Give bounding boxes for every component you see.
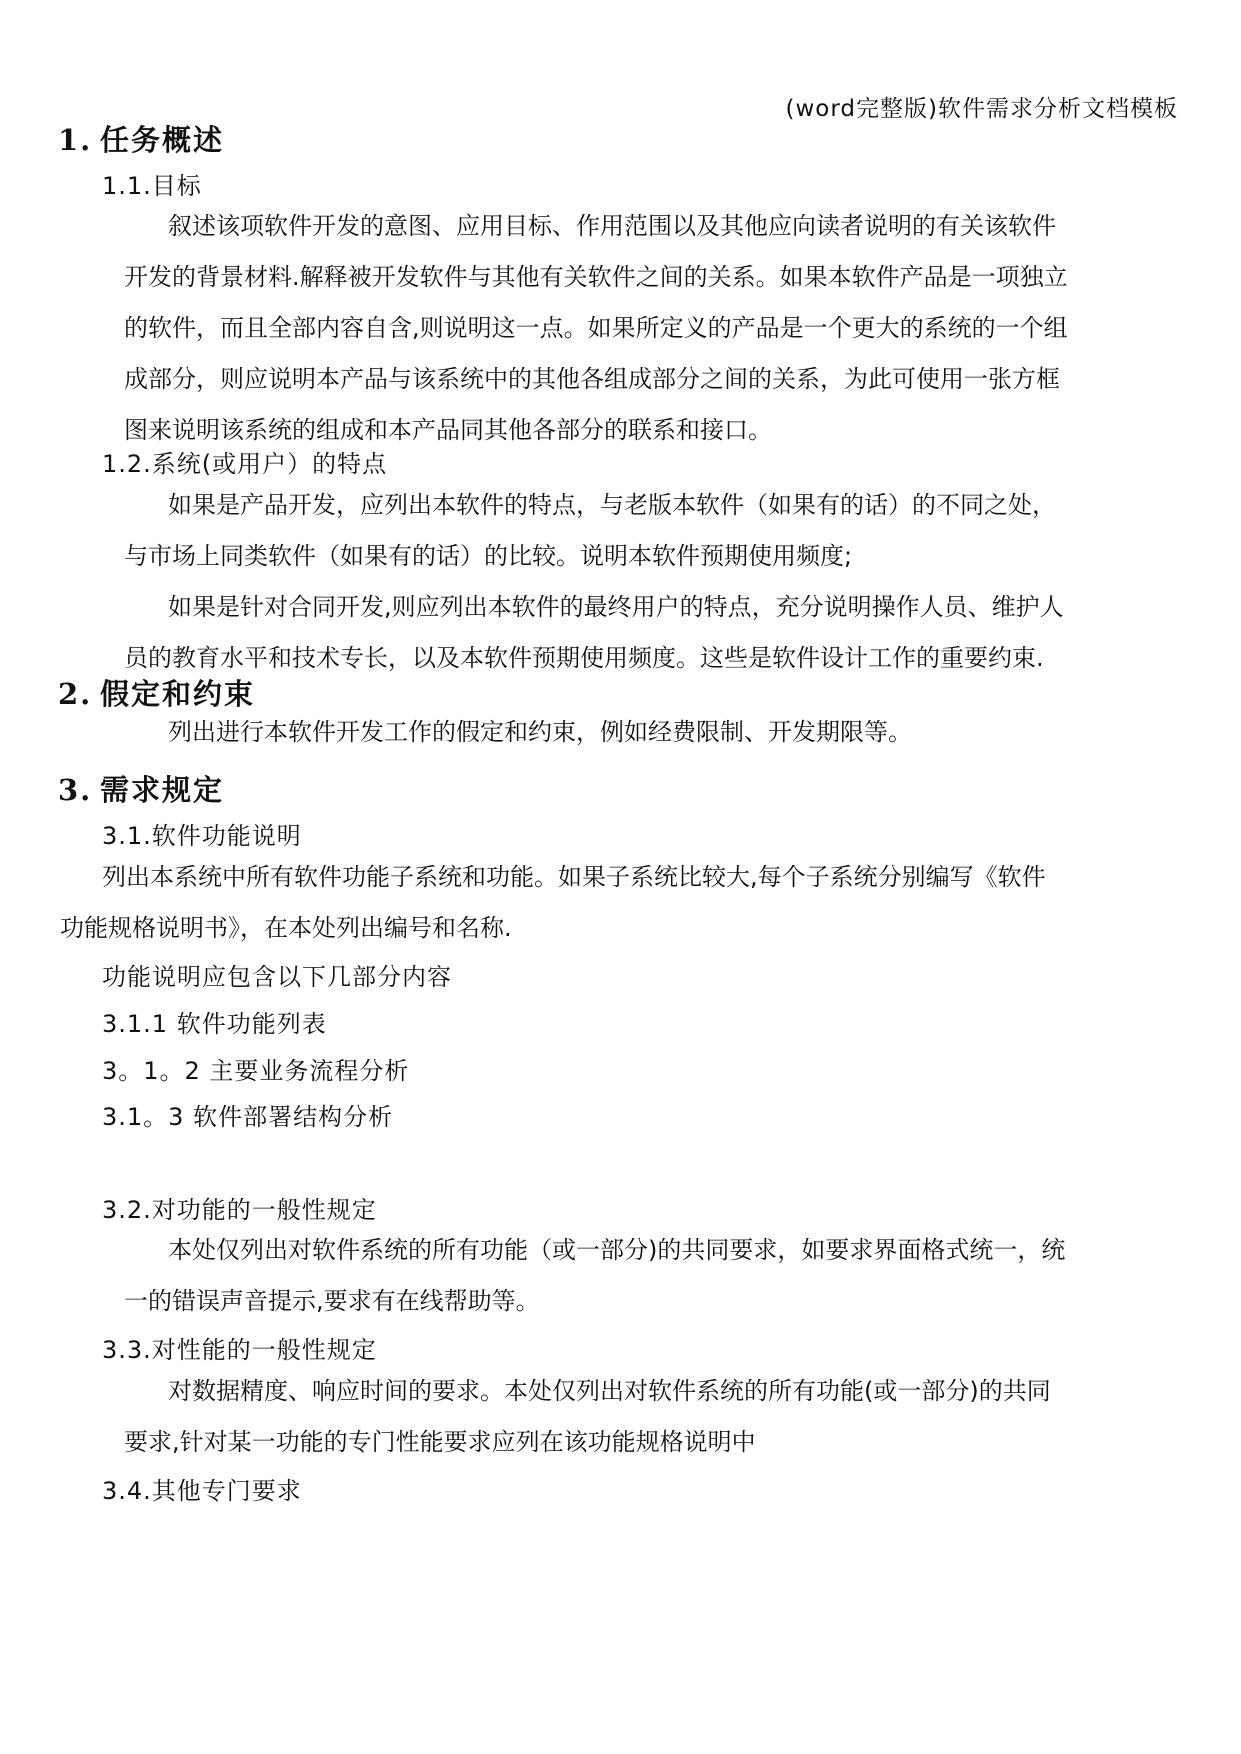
paragraph-1-2: [124, 480, 1182, 684]
text-line: 要求,针对某一功能的专门性能要求应列在该功能规格说明中: [124, 1428, 756, 1456]
paragraph-3-3: [124, 1366, 1182, 1468]
heading-number: 1.: [58, 123, 93, 157]
subheading-3-1-2: 3。1。2 主要业务流程分析: [102, 1057, 410, 1085]
heading-title: 需求规定: [100, 773, 225, 807]
text-line: 叙述该项软件开发的意图、应用目标、作用范围以及其他应向读者说明的有关该软件: [168, 212, 1056, 240]
paragraph-1-1: [124, 201, 1182, 456]
subheading-3-2: 3.2.对功能的一般性规定: [102, 1196, 377, 1224]
heading-section-3: [58, 768, 224, 809]
text-line: 图来说明该系统的组成和本产品同其他各部分的联系和接口。: [124, 416, 772, 444]
text-line: 成部分，则应说明本产品与该系统中的其他各组成部分之间的关系，为此可使用一张方框: [124, 365, 1060, 393]
subheading-1-1: 1.1.目标: [102, 172, 202, 200]
text-line: 如果是产品开发，应列出本软件的特点，与老版本软件（如果有的话）的不同之处，: [168, 491, 1056, 519]
paragraph-3-1-intro: 功能说明应包含以下几部分内容: [102, 963, 452, 991]
subheading-3-1-3: 3.1。3 软件部署结构分析: [102, 1103, 394, 1131]
subheading-3-1-1: 3.1.1 软件功能列表: [102, 1010, 327, 1038]
paragraph-2: [124, 707, 1182, 758]
text-line: 对数据精度、响应时间的要求。本处仅列出对软件系统的所有功能(或一部分)的共同: [168, 1377, 1051, 1405]
heading-number: 3.: [58, 773, 93, 807]
heading-section-1: [58, 118, 224, 159]
text-line: 列出本系统中所有软件功能子系统和功能。如果子系统比较大,每个子系统分别编写《软件: [102, 863, 1046, 891]
heading-number: 2.: [58, 677, 93, 711]
text-line: 与市场上同类软件（如果有的话）的比较。说明本软件预期使用频度;: [124, 542, 853, 570]
subheading-3-3: 3.3.对性能的一般性规定: [102, 1336, 377, 1364]
text-line: 如果是针对合同开发,则应列出本软件的最终用户的特点，充分说明操作人员、维护人: [168, 593, 1064, 621]
text-line: 本处仅列出对软件系统的所有功能（或一部分)的共同要求，如要求界面格式统一，统: [168, 1236, 1066, 1264]
subheading-1-2: 1.2.系统(或用户）的特点: [102, 450, 388, 478]
page-header: (word完整版)软件需求分析文档模板: [785, 96, 1178, 122]
text-line: 功能规格说明书》，在本处列出编号和名称.: [60, 914, 512, 942]
heading-title: 任务概述: [100, 123, 225, 157]
text-line: 员的教育水平和技术专长，以及本软件预期使用频度。这些是软件设计工作的重要约束.: [124, 644, 1044, 672]
paragraph-3-2: [124, 1225, 1182, 1327]
paragraph-3-1: [60, 852, 1182, 954]
text-line: 的软件，而且全部内容自含,则说明这一点。如果所定义的产品是一个更大的系统的一个组: [124, 314, 1068, 342]
heading-title: 假定和约束: [100, 677, 256, 711]
subheading-3-4: 3.4.其他专门要求: [102, 1477, 302, 1505]
subheading-3-1: 3.1.软件功能说明: [102, 822, 302, 850]
text-line: 一的错误声音提示,要求有在线帮助等。: [124, 1287, 540, 1315]
text-line: 开发的背景材料.解释被开发软件与其他有关软件之间的关系。如果本软件产品是一项独立: [124, 263, 1068, 291]
text-line: 列出进行本软件开发工作的假定和约束，例如经费限制、开发期限等。: [168, 718, 912, 746]
